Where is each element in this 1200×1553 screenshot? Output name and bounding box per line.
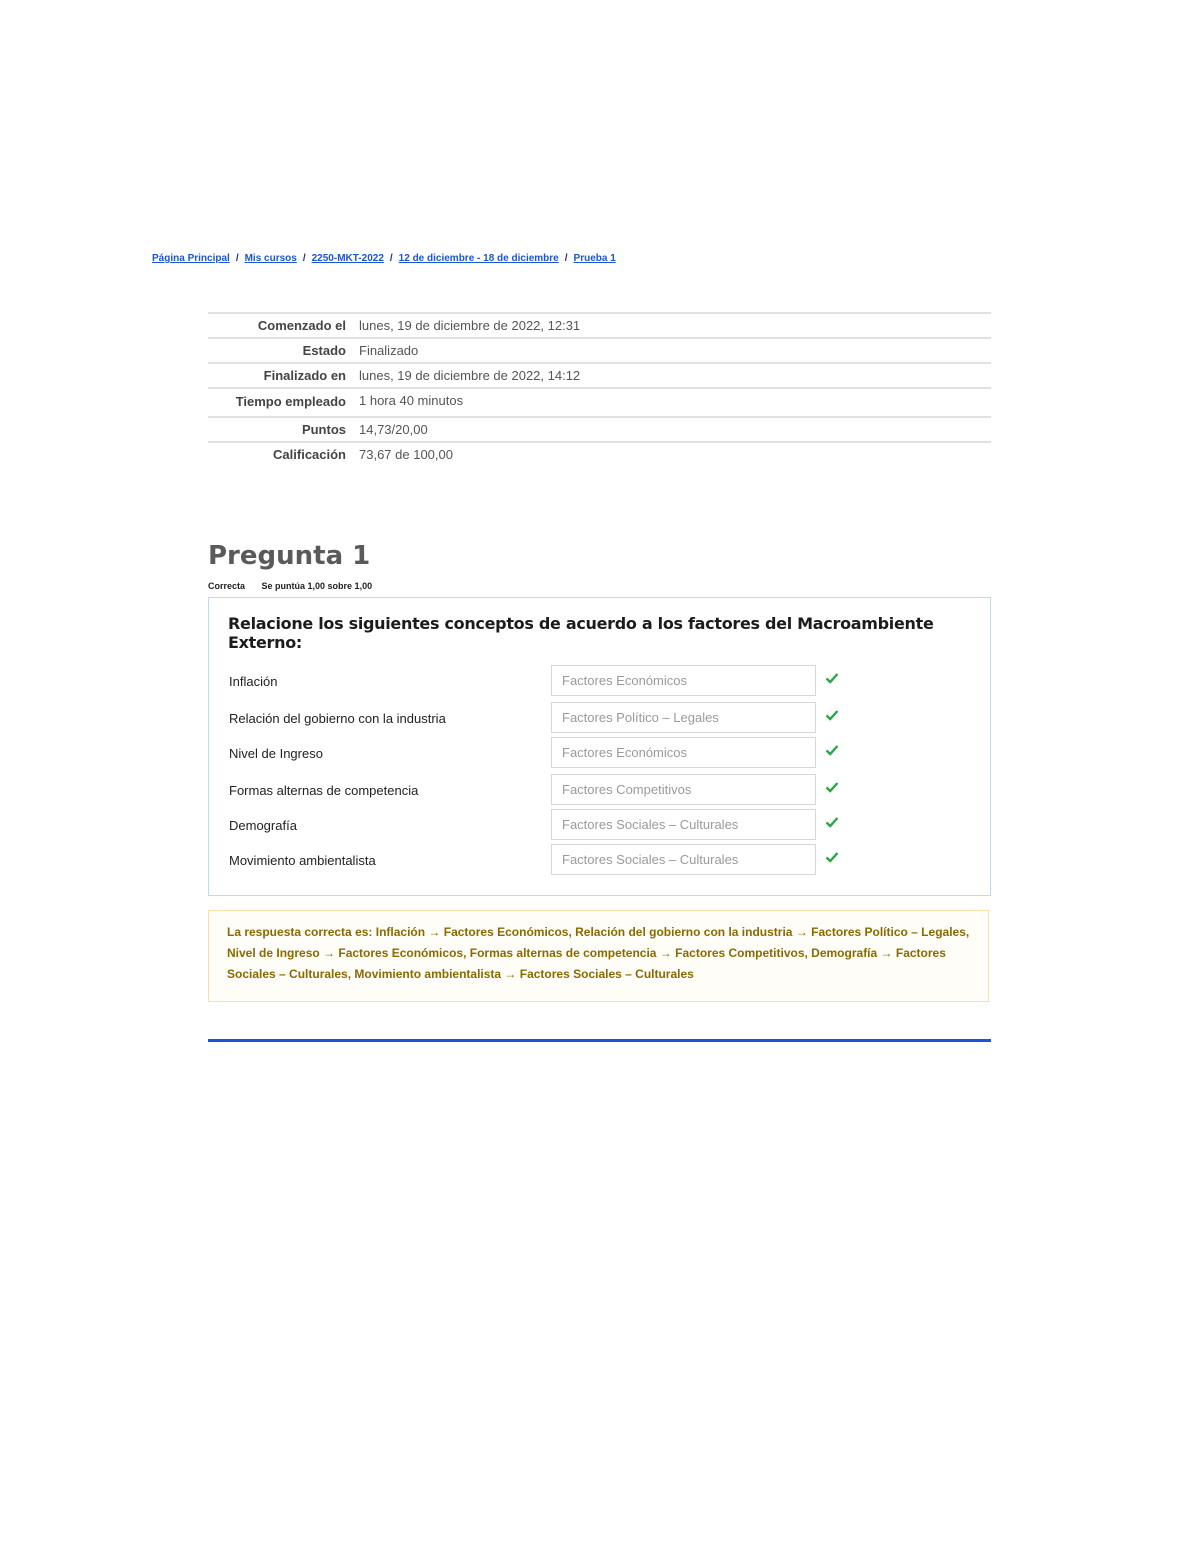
breadcrumb-home-link[interactable]: Página Principal xyxy=(152,253,230,264)
check-icon xyxy=(825,815,839,829)
summary-label: Finalizado en xyxy=(263,368,346,383)
summary-row-state xyxy=(208,338,991,363)
match-row xyxy=(209,809,990,843)
check-icon xyxy=(825,671,839,685)
question-info xyxy=(208,581,372,591)
check-icon xyxy=(825,780,839,794)
summary-label: Estado xyxy=(302,343,346,358)
match-label: Demografía xyxy=(229,818,297,833)
divider xyxy=(208,1039,991,1042)
summary-label: Tiempo empleado xyxy=(235,394,346,409)
breadcrumb-quiz-link[interactable]: Prueba 1 xyxy=(573,253,616,264)
breadcrumb-separator: / xyxy=(564,253,568,264)
question-box xyxy=(208,597,991,896)
summary-value: Finalizado xyxy=(359,343,419,358)
match-label: Nivel de Ingreso xyxy=(229,746,323,761)
question-title: Pregunta 1 xyxy=(208,541,371,571)
match-label: Inflación xyxy=(229,674,278,689)
summary-row-time-taken xyxy=(208,388,991,417)
check-icon xyxy=(825,708,839,722)
breadcrumb xyxy=(152,253,616,264)
check-icon xyxy=(825,850,839,864)
summary-row-started xyxy=(208,313,991,338)
match-answer-select[interactable]: Factores Sociales – Culturales xyxy=(551,844,816,875)
right-answer-feedback: La respuesta correcta es: Inflación → Factores Económicos, Relación del gobierno con la industria → Factores Político – Legales, Nivel de Ingreso → Factores Económicos, Formas alternas de competencia → Factores Competitivos, Demografía → Factores Sociales – Culturales, Movimiento ambientalista → Factores Sociales – Culturales xyxy=(208,910,989,1002)
breadcrumb-separator: / xyxy=(235,253,239,264)
match-answer-select[interactable]: Factores Económicos xyxy=(551,665,816,696)
summary-row-grade xyxy=(208,442,991,466)
match-answer-select[interactable]: Factores Sociales – Culturales xyxy=(551,809,816,840)
match-row xyxy=(209,844,990,878)
match-label: Formas alternas de competencia xyxy=(229,783,419,798)
question-grade: Se puntúa 1,00 sobre 1,00 xyxy=(261,581,373,591)
summary-label: Puntos xyxy=(301,422,346,437)
check-icon xyxy=(825,743,839,757)
summary-row-finished xyxy=(208,363,991,388)
match-row xyxy=(209,702,990,736)
breadcrumb-separator: / xyxy=(302,253,306,264)
summary-value: lunes, 19 de diciembre de 2022, 12:31 xyxy=(359,318,581,333)
summary-row-marks xyxy=(208,417,991,442)
attempt-summary-table xyxy=(208,312,991,466)
breadcrumb-course-link[interactable]: 2250-MKT-2022 xyxy=(311,253,384,264)
summary-label: Comenzado el xyxy=(257,318,346,333)
summary-value: lunes, 19 de diciembre de 2022, 14:12 xyxy=(359,368,581,383)
summary-value: 1 hora 40 minutos xyxy=(359,393,464,408)
breadcrumb-my-courses-link[interactable]: Mis cursos xyxy=(244,253,297,264)
breadcrumb-separator: / xyxy=(389,253,393,264)
match-row xyxy=(209,665,990,699)
match-row xyxy=(209,774,990,808)
match-answer-select[interactable]: Factores Económicos xyxy=(551,737,816,768)
summary-label: Calificación xyxy=(273,447,346,462)
summary-value: 73,67 de 100,00 xyxy=(359,447,453,462)
match-label: Movimiento ambientalista xyxy=(229,853,376,868)
question-text: Relacione los siguientes conceptos de acuerdo a los factores del Macroambiente Externo: xyxy=(228,614,934,652)
breadcrumb-section-link[interactable]: 12 de diciembre - 18 de diciembre xyxy=(398,253,559,264)
match-answer-select[interactable]: Factores Competitivos xyxy=(551,774,816,805)
match-row xyxy=(209,737,990,771)
summary-value: 14,73/20,00 xyxy=(359,422,428,437)
question-state: Correcta xyxy=(208,581,246,591)
match-answer-select[interactable]: Factores Político – Legales xyxy=(551,702,816,733)
match-label: Relación del gobierno con la industria xyxy=(229,711,446,726)
